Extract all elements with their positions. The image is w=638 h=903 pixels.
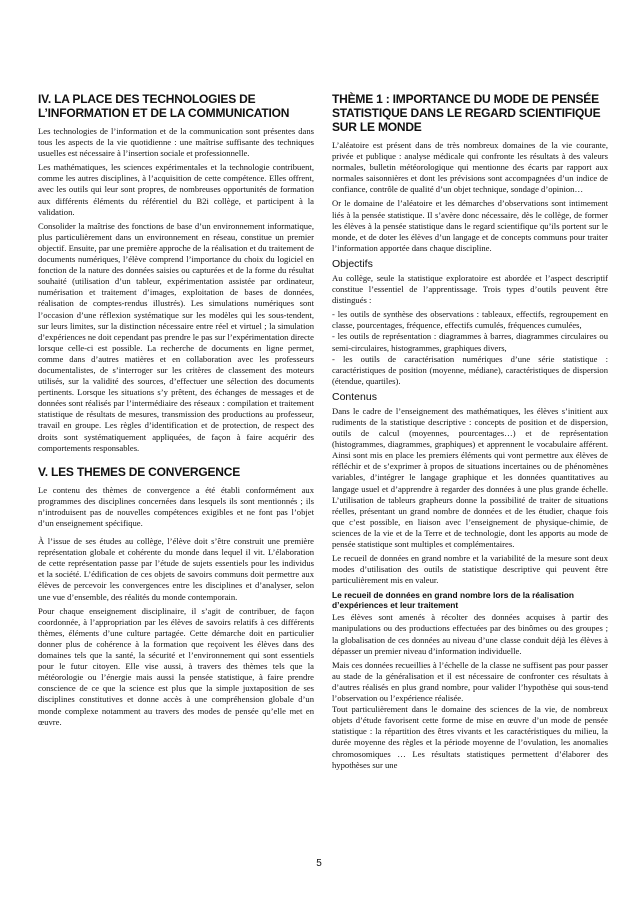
section-4-heading: IV. LA PLACE DES TECHNOLOGIES DE L’INFORMATION ET DE LA COMMUNICATION [38,92,290,120]
page-number: 5 [316,858,322,869]
section-4-paragraph-3: Consolider la maîtrise des fonctions de base d’un environnement informatique, plus particulièrement dans un environnement en réseau, constitue un premier objectif. Ensuite, par une première approche de la réalisation et du traitement de documents numériques, l’élève comprend l’importance du choix du logiciel en fonction de la nature des données saisies ou capturées et de la forme du résultat souhaité (utilisation d’un tableur, expérimentation assistée par ordinateur, numérisation et traitement d’images, exploitation de bases de données, réalisation de comptes-rendus illustrés). Les simulations numériques sont l’occasion d’une réflexion systématique sur les modèles qui les sous-tendent, sur leurs limites, sur la distinction nécessaire entre réel et virtuel ; la simulation d’expériences ne doit cependant pas prendre le pas sur l’expérimentation directe lorsque celle-ci est possible. La recherche de documents en ligne permet, comme dans d’autres matières et en collaboration avec les professeurs documentalistes, de s’interroger sur les critères de classement des moteurs utilisés, sur la validité des sources, d’effectuer une sélection des documents pertinents. Lorsque les situations s’y prêtent, des échanges de messages et de données sont réalisés par l’intermédiaire des réseaux : compilation et traitement statistique de résultats de mesures, transmission des productions au professeur, travail en groupe. Les règles d’identification et de protection, de respect des droits sont systématiquement appliquées, de façon à faire acquérir des comportements responsables. [38,220,314,453]
section-5-paragraph-1: Le contenu des thèmes de convergence a été établi conformément aux programmes des disciplines concernées dans lesquels ils sont mentionnés ; ils n’introduisent pas de nouvelles compétences exigibles et ne font pas l’objet d’un enseignement spécifique. [38,484,314,528]
recueil-paragraph-2: Mais ces données recueillies à l’échelle de la classe ne suffisent pas pour passer au stade de la généralisation et il est nécessaire de confronter ces résultats à d’autres réalisés en plus grand nombre, pour valider l’hypothèse qui sous-tend l’observation ou l’expérience réalisée. [332,659,608,704]
objectifs-heading: Objectifs [332,257,373,270]
section-5-heading: V. LES THEMES DE CONVERGENCE [38,464,240,479]
contenus-paragraph-1: Dans le cadre de l’enseignement des mathématiques, les élèves s’initient aux rudiments de la statistique descriptive : concepts de position et de dispersion, outils de calcul (moyennes, pourcentages…) et de représentation (histogrammes, diagrammes, graphiques) et apprennent le vocabulaire afférent. Ainsi sont mis en place les premiers éléments qui vont permettre aux élèves de réfléchir et de s’exprimer à propos de situations incertaines ou de phénomènes variables, d’intégrer le langage graphique et les données quantitatives au langage usuel et d’apprendre à regarder des données à une plus grande échelle. L’utilisation de tableurs grapheurs donne la possibilité de traiter de situations réelles, présentant un grand nombre de données et de les étudier, chaque fois que c’est possible, en liaison avec l’enseignement de physique-chimie, de sciences de la vie et de la Terre et de technologie, dont les apports au mode de pensée statistique sont multiples et complémentaires. [332,405,608,549]
contenus-paragraph-2: Le recueil de données en grand nombre et la variabilité de la mesure sont deux modes d’utilisation des outils de statistique descriptive qui peuvent être particulièrement mis en valeur. [332,553,608,586]
theme-1-paragraph-1: L’aléatoire est présent dans de très nombreux domaines de la vie courante, privée et publique : analyse médicale qui confronte les résultats à des valeurs normales, bulletin météorologique qui mentionne des écarts par rapport aux normales saisonnières et dont les prévisions sont accompagnées d’un indice de confiance, contrôle de qualité d’un objet technique, sondage d’opinion… [332,140,608,195]
recueil-heading: Le recueil de données en grand nombre lors de la réalisation d’expériences et leur traitement [332,590,575,611]
contenus-heading: Contenus [332,390,377,403]
section-4-paragraph-2: Les mathématiques, les sciences expérimentales et la technologie contribuent, comme les autres disciplines, à l’acquisition de cette compétence. Elles offrent, avec les outils qui leur sont propres, de nombreuses opportunités de formation aux différents éléments du référentiel du B2i collège, et participent à la validation. [38,162,314,217]
theme-1-heading: THÈME 1 : IMPORTANCE DU MODE DE PENSÉE STATISTIQUE DANS LE REGARD SCIENTIFIQUE SUR LE MONDE [332,92,601,134]
recueil-paragraph-3: Tout particulièrement dans le domaine des sciences de la vie, de nombreux objets d’étude favorisent cette forme de mise en œuvre d’un mode de pensée statistique : la répartition des êtres vivants et les caractéristiques du milieu, la durée moyenne des règles et la période moyenne de l’ovulation, les anomalies chromosomiques … Les résultats statistiques permettent d’élaborer des hypothèses sur une [332,704,608,770]
right-column [332,92,608,774]
objectifs-item-3: - les outils de caractérisation numériques d’une série statistique : caractéristiques de position (moyenne, médiane), caractéristiques de dispersion (étendue, quartiles). [332,353,608,386]
left-column [38,92,314,731]
section-5-paragraph-3: Pour chaque enseignement disciplinaire, il s’agit de contribuer, de façon coordonnée, à l’appropriation par les élèves de savoirs relatifs à ces différents thèmes, éléments d’une culture partagée. Cette démarche doit en particulier donner plus de cohérence à la formation que reçoivent les élèves dans des domaines tels que la santé, la sécurité et l’environnement qui sont essentiels pour le futur citoyen. Elle vise aussi, à travers des thèmes tels que la météorologie ou l’énergie mais aussi la pensée statistique, à faire prendre conscience de ce que la science est plus que la simple juxtaposition de ses disciplines constitutives et donne accès à une compréhension globale d’un monde complexe notamment au travers des modes de pensée qu’elle met en œuvre. [38,605,314,727]
recueil-paragraph-1: Les élèves sont amenés à récolter des données acquises à partir des manipulations ou des productions effectuées par des binômes ou des groupes ; la globalisation de ces données au niveau d’une classe conduit déjà les élèves à dépasser un premier niveau d’information individuelle. [332,612,608,656]
theme-1-paragraph-2: Or le domaine de l’aléatoire et les démarches d’observations sont intimement liés à la pensée statistique. Il s’avère donc nécessaire, dès le collège, de former les élèves à la pensée statistique dans le regard scientifique qu’ils portent sur le monde, et de doter les élèves d’un langage et de concepts communs pour traiter l’information apportée dans chaque discipline. [332,198,608,253]
objectifs-intro: Au collège, seule la statistique exploratoire est abordée et l’aspect descriptif constitue l’essentiel de l’apprentissage. Trois types d’outils peuvent être distingués : [332,272,608,306]
section-5-paragraph-2: À l’issue de ses études au collège, l’élève doit s’être construit une première représentation globale et cohérente du monde dans lequel il vit. L’élaboration de cette représentation passe par l’étude de sujets essentiels pour les individus et la société. L’édification de ces objets de savoirs communs doit permettre aux élèves de percevoir les convergences entre les disciplines et d’analyser, selon une vue d’ensemble, des réalités du monde contemporain. [38,536,314,602]
objectifs-item-2: - les outils de représentation : diagrammes à barres, diagrammes circulaires ou semi-circulaires, histogrammes, graphiques divers, [332,331,608,353]
section-4-paragraph-1: Les technologies de l’information et de la communication sont présentes dans tous les aspects de la vie quotidienne : une maîtrise suffisante des techniques usuelles est nécessaire à l’insertion sociale et professionnelle. [38,126,314,159]
objectifs-item-1: - les outils de synthèse des observations : tableaux, effectifs, regroupement en classe, pourcentages, fréquence, effectifs cumulés, fréquences cumulées, [332,309,608,331]
